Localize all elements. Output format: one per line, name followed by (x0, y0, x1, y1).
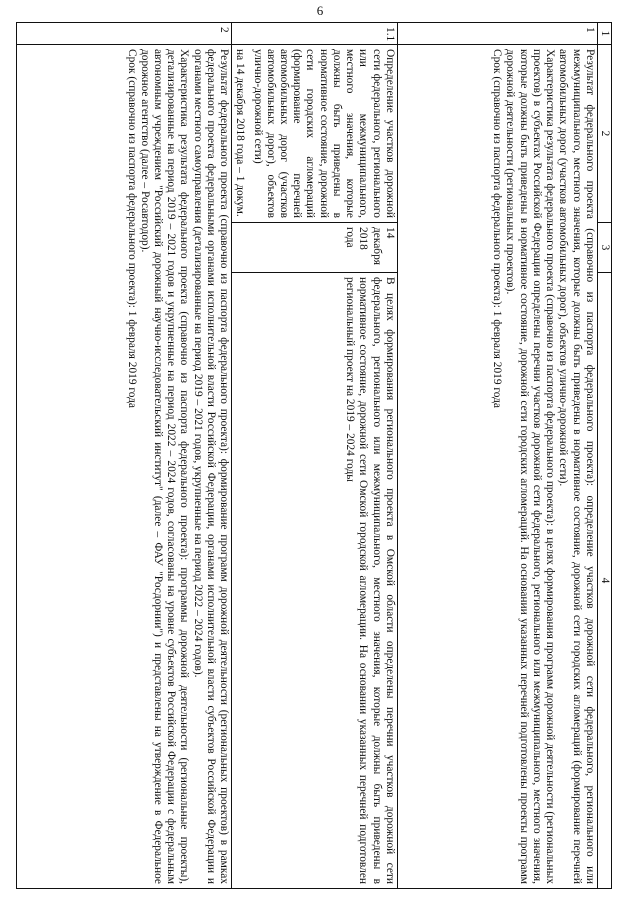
outcome-cell: В целях формирования регионального проекта в Омской области определены перечни участков дорожной сети федерального, регионального или межмуниципального, местного значения, которые должны быть приведены в нормативное состояние, дорожной сети Омской городской агломерации. На основании указанных перечней подготовлен региональный проект на 2019 – 2024 годы (232, 273, 398, 889)
task-indicator: на 14 декабря 2018 года – 1 докум. (234, 49, 247, 217)
row-number: 2 (17, 23, 232, 45)
result-cell (17, 45, 232, 889)
deadline-paragraph: Срок (справочно из паспорта федерального проекта): 1 февраля 2019 года (491, 49, 504, 408)
row-number: 1.1 (232, 23, 398, 45)
task-text: Определение участков дорожной сети федерального, регионального или межмуниципального, местного значения, которые должны быть приведены в нормативное состояние, дорожной сети городских агломераций (формирование перечней автомобильных дорог (участков автомобильных дорог), объектов улично-дорожной сети) (251, 49, 396, 218)
column-header: 1 (597, 23, 611, 45)
result-paragraph: Результат федерального проекта (справочно из паспорта федерального проекта): формирование программ дорожной деятельности (региональных проектов) в рамках федерального проекта федеральными органами исполнительной власти Российской Федерации, органами исполнительной власти субъектов Российской Федерации и органами местного самоуправления (детализированные на период 2019 – 2021 годов, укрупненные на период 2022 – 2024 годов). (191, 49, 231, 884)
column-header: 3 (597, 223, 611, 273)
characteristic-paragraph: Характеристика результата федерального проекта (справочно из паспорта федерального проекта): программы дорожной деятельности (региональные проекты), детализированные на период 2019 – 2021 годов и укрупненные на период 2022 – 2024 годов, согласованы на уровне субъектов Российской Федерации с федеральным автономным учреждением "Российский дорожный научно-исследовательский институт" (далее – ФАУ "Росдорнии") и представлены на утверждение в Федеральное дорожное агентство (далее – Росавтодор). (138, 49, 191, 884)
result-cell (397, 45, 597, 889)
task-cell (232, 45, 398, 223)
page-number: 6 (316, 3, 324, 18)
column-header: 4 (597, 273, 611, 889)
rotated-table-wrapper (16, 22, 612, 888)
table-row (397, 23, 597, 889)
characteristic-paragraph: Характеристика результата федерального проекта (справочно из паспорта федерального проекта): в целях формирования программ дорожной деятельности (региональных проектов) в субъектах Российской Федерации определены перечни участков дорожной сети федерального, регионального или межмуниципального, местного значения, которые должны быть приведены в нормативное состояние, дорожной сети городских агломераций. На основании указанных перечней подготовлены проекты программ дорожной деятельности (региональных проектов). (504, 49, 557, 884)
row-number: 1 (397, 23, 597, 45)
deadline-cell: 14 декабря 2018 года (232, 223, 398, 273)
column-header: 2 (597, 45, 611, 223)
result-paragraph: Результат федерального проекта (справочно из паспорта федерального проекта): определение участков дорожной сети федерального, регионального или межмуниципального, местного значения, которые должны быть приведены в нормативное состояние, дорожной сети городских агломераций (формирование перечней автомобильных дорог (участков автомобильных дорог), объектов улично-дорожной сети). (557, 49, 596, 884)
header-row (597, 23, 611, 889)
table-row (232, 23, 398, 889)
project-table (16, 22, 612, 889)
table-row (17, 23, 232, 889)
deadline-paragraph: Срок (справочно из паспорта федерального проекта): 1 февраля 2019 года (125, 49, 138, 408)
